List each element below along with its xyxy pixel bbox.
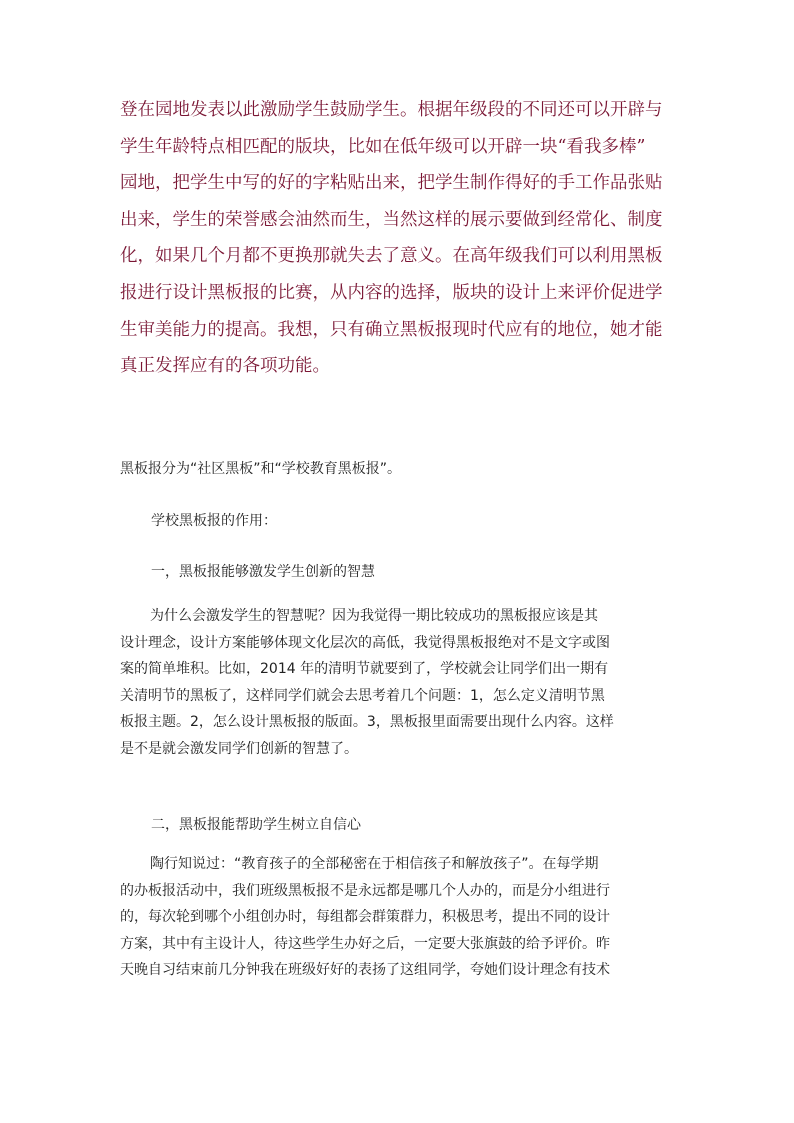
paragraph-line: 案的简单堆积。比如，2014 年的清明节就要到了，学校就会让同学们出一期有	[120, 661, 609, 677]
section1-paragraph	[120, 603, 690, 762]
paragraph-line: 方案，其中有主设计人，待这些学生办好之后，一定要大张旗鼓的给予评价。昨	[120, 935, 610, 952]
paragraph-line: 关清明节的黑板了，这样同学们就会去思考着几个问题：1，怎么定义清明节黑	[120, 687, 605, 704]
paragraph-line: 是不是就会激发同学们创新的智慧了。	[120, 740, 358, 757]
intro-sentence: 黑板报分为“社区黑板”和“学校教育黑板报”。	[120, 461, 402, 477]
red-paragraph-line: 园地，把学生中写的好的字粘贴出来，把学生制作得好的手工作品张贴	[120, 173, 663, 194]
red-paragraph-line: 出来，学生的荣誉感会油然而生，当然这样的展示要做到经常化、制度	[120, 209, 663, 230]
red-paragraph-line: 报进行设计黑板报的比赛，从内容的选择，版块的设计上来评价促进学	[120, 282, 663, 303]
red-paragraph-line: 真正发挥应有的各项功能。	[120, 356, 330, 377]
red-paragraph-line: 化，如果几个月都不更换那就失去了意义。在高年级我们可以利用黑板	[120, 246, 663, 267]
paragraph-line: 设计理念，设计方案能够体现文化层次的高低，我觉得黑板报绝对不是文字或图	[120, 634, 610, 651]
paragraph-line: 的办板报活动中，我们班级黑板报不是永远都是哪几个人办的，而是分小组进行	[120, 882, 610, 899]
paragraph-line: 的，每次轮到哪个小组创办时，每组都会群策群力，积极思考，提出不同的设计	[120, 909, 610, 925]
section2-paragraph	[120, 851, 690, 984]
red-paragraph-line: 学生年龄特点相匹配的版块，比如在低年级可以开辟一块“看我多棒”	[120, 136, 646, 157]
red-paragraph-line: 生审美能力的提高。我想，只有确立黑板报现时代应有的地位，她才能	[120, 319, 663, 340]
section1-heading: 一，黑板报能够激发学生创新的智慧	[151, 564, 375, 580]
paragraph-line: 天晚自习结束前几分钟我在班级好好的表扬了这组同学，夸她们设计理念有技术	[120, 962, 610, 978]
red-paragraph	[120, 92, 690, 385]
paragraph-line: 为什么会激发学生的智慧呢？因为我觉得一期比较成功的黑板报应该是其	[150, 608, 598, 624]
paragraph-line: 陶行知说过：“教育孩子的全部秘密在于相信孩子和解放孩子”。在每学期	[150, 856, 599, 872]
role-heading: 学校黑板报的作用：	[151, 513, 277, 529]
red-paragraph-line: 登在园地发表以此激励学生鼓励学生。根据年级段的不同还可以开辟与	[120, 100, 663, 120]
paragraph-line: 板报主题。2，怎么设计黑板报的版面。3，黑板报里面需要出现什么内容。这样	[120, 714, 614, 730]
section2-heading: 二，黑板报能帮助学生树立自信心	[151, 817, 361, 833]
